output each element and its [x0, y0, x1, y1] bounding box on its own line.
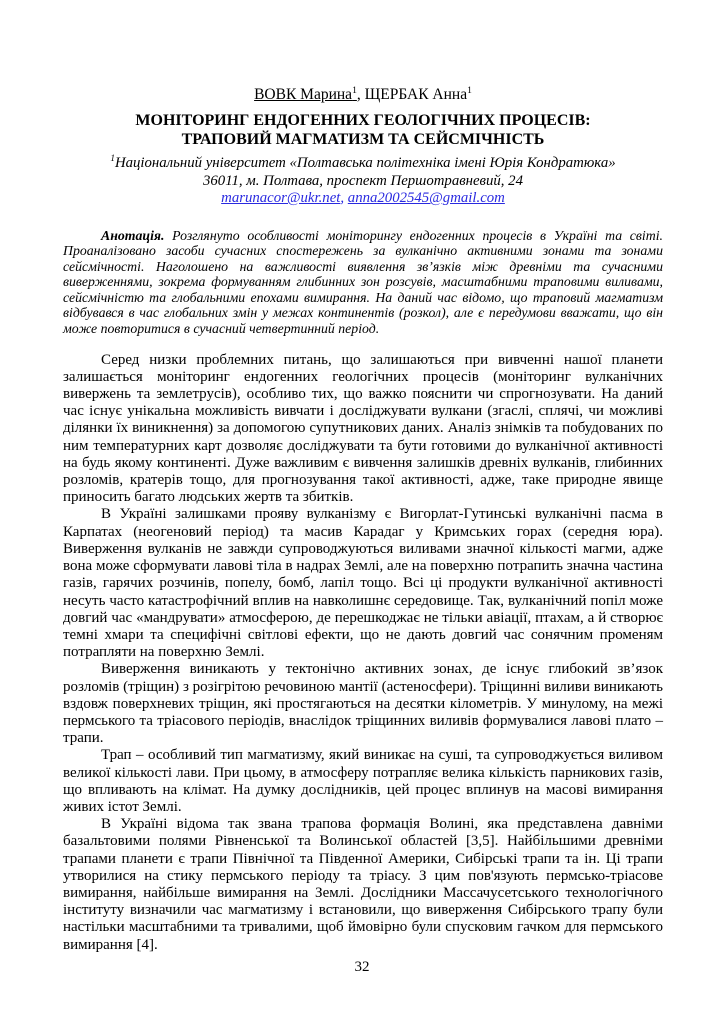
- emails-line: [63, 190, 663, 208]
- paper-title: [63, 111, 663, 149]
- author-1: [254, 86, 357, 103]
- abstract: [63, 228, 663, 337]
- affiliation-mark: 1: [110, 153, 115, 164]
- body-paragraph-1: Серед низки проблемних питань, що залишаються при вивченні нашої планети залишається моніторинг ендогенних геологічних процесів (моніторинг вулканічних вивержень та землетрусів), особливо тих, що важко пояснити чи спрогнозувати. На даний час існує унікальна можливість вивчати і досліджувати вулкани (згаслі, сплячі, чи можливі ділянки їх виникнення) за допомогою супутникових даних. Аналіз знімків та побудованих по ним температурних карт дозволяє досліджувати та бути готовими до вулканічної активності на будь якому континенті. Дуже важливим є вивчення залишків древніх вулканів, глибинних розломів, кратерів тощо, для прогнозування такої активності, адже, таке природне явище приносить багато людських жертв та збитків.: [63, 351, 663, 506]
- page-number: 32: [354, 959, 370, 975]
- paper-title-line-2: ТРАПОВИЙ МАГМАТИЗМ ТА СЕЙСМІЧНІСТЬ: [181, 131, 545, 148]
- affiliation-line: [63, 155, 663, 173]
- author-1-name: ВОВК Марина: [254, 86, 353, 103]
- paper-title-line-1: МОНІТОРИНГ ЕНДОГЕННИХ ГЕОЛОГІЧНИХ ПРОЦЕСІВ:: [135, 112, 591, 129]
- email-link-2[interactable]: anna2002545@gmail.com: [347, 190, 505, 206]
- abstract-text: Розглянуто особливості моніторингу ендогенних процесів в Україні та світі. Проаналізовано засоби сучасних спостережень за вулканічно активними зонами та зонами сейсмічності. Наголошено на важливості виявлення зв’язків між древніми та сучасними виверженнями, зокрема формуванням глибинних зон розсувів, масштабними траповими виливами, сейсмічністю та глобальними епохами вимирання. На даний час відомо, що траповий магматизм відбувався в час глобальних змін у межах континентів (розкол), але є передумови вважати, що він може повторитися в сучасний четвертинний період.: [63, 227, 663, 337]
- author-2-name: ЩЕРБАК Анна: [364, 86, 468, 103]
- body-paragraph-4: Трап – особливий тип магматизму, який виникає на суші, та супроводжується виливом великої кількості лави. При цьому, в атмосферу потрапляє велика кількість парникових газів, що впливають на клімат. На думку дослідників, цей процес вплинув на масові вимирання живих істот Землі.: [63, 747, 663, 815]
- authors-line: [63, 86, 663, 103]
- author-1-affiliation-mark: 1: [352, 84, 357, 96]
- abstract-label: Анотація.: [101, 227, 165, 243]
- author-2-affiliation-mark: 1: [467, 84, 472, 96]
- email-link-1[interactable]: marunacor@ukr.net: [221, 190, 341, 206]
- body-paragraph-5: В Україні відома так звана трапова формація Волині, яка представлена давніми базальтовими полями Рівненської та Волинської областей [3,5]. Найбільшими древніми трапами планети є трапи Північної та Південної Америки, Сибірські трапи та ін. Ці трапи утворилися на стику пермського періоду та тріасу. З цим пов'язують пермсько-тріасове вимирання, найбільше вимирання на Землі. Дослідники Массачусетського технологічного інституту визначили час магматизму і встановили, що виверження Сибірського трапу були настільки масштабними та тривалими, щоб ймовірно були спусковим гачком для пермського вимирання [4].: [63, 816, 663, 953]
- authors-separator: ,: [356, 86, 365, 103]
- body-paragraph-3: Виверження виникають у тектонічно активних зонах, де існує глибокий зв’язок розломів (тріщин) з розігрітою речовиною мантії (астеносфери). Тріщинні виливи виникають вздовж поверхневих тріщин, які простягаються на десятки кілометрів. У минулому, на межі пермського та тріасового періодів, внаслідок тріщинних виливів формувалися лавові плато – трапи.: [63, 661, 663, 747]
- address-line: 36011, м. Полтава, проспект Першотравневий, 24: [203, 172, 523, 189]
- body-paragraph-2: В Україні залишками прояву вулканізму є Вигорлат-Гутинські вулканічні пасма в Карпатах (неогеновий період) та масив Карадаг у Кримських горах (середня юра). Виверження вулканів не завжди супроводжуються виливами значної кількості магми, адже вона може сформувати лавові тіла в надрах Землі, але на поверхню потрапить значна частина газів, гарячих розчинів, попелу, бомб, лапіл тощо. Всі ці продукти вулканічної активності несуть часто катастрофічний вплив на навколишнє середовище. Так, вулканічний попіл може довгий час «мандрувати» атмосферою, де перешкоджає не тільки авіації, птахам, а й створює темні хмари та специфічні світлові ефекти, що не дають довгий час сонячним променям потрапляти на поверхню Землі.: [63, 506, 663, 661]
- affiliation-text: Національний університет «Полтавська політехніка імені Юрія Кондратюка»: [114, 155, 616, 171]
- author-2: [365, 86, 472, 103]
- page-content: [63, 86, 663, 954]
- body-text: [63, 352, 663, 954]
- emails-separator: ,: [340, 190, 348, 206]
